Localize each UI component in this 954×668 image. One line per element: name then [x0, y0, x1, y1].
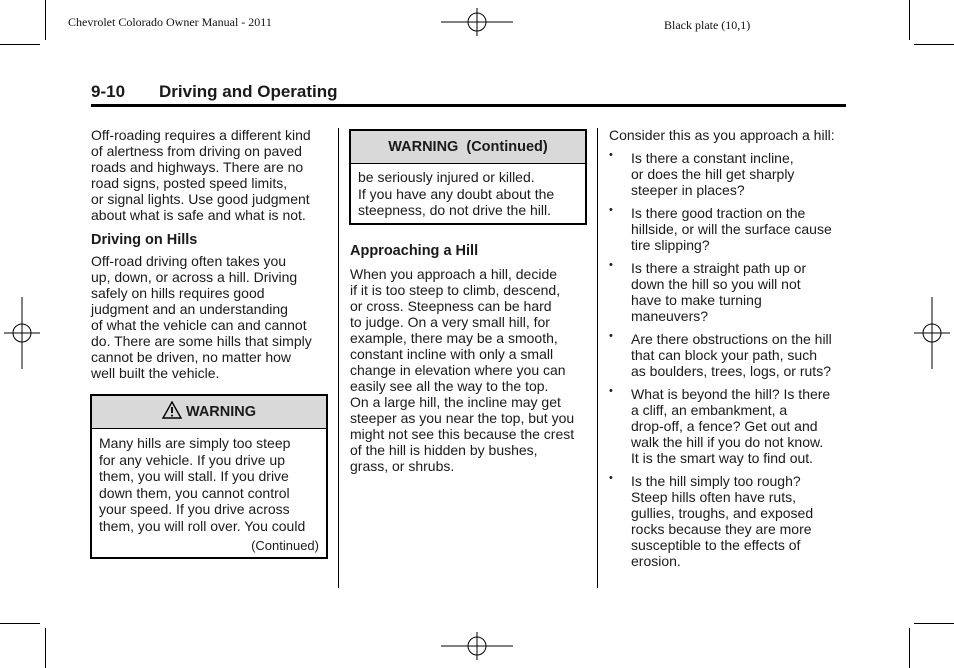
hill-checklist — [609, 150, 849, 569]
text-line: cannot be driven, no matter how — [91, 349, 292, 365]
column-divider-1 — [338, 128, 339, 588]
text-line: What is beyond the hill? Is there — [631, 386, 831, 402]
manual-title: Chevrolet Colorado Owner Manual - 2011 — [68, 15, 272, 29]
registration-mark-right-icon — [914, 297, 950, 369]
crop-mark-top-left-v — [45, 0, 46, 40]
text-line: gullies, troughs, and exposed — [631, 505, 814, 521]
continued-label: (Continued) — [251, 538, 319, 553]
approaching-hill-heading: Approaching a Hill — [350, 243, 479, 259]
warning-text — [92, 429, 326, 555]
warning-box — [90, 394, 328, 559]
text-line: change in elevation where you can — [350, 362, 566, 378]
text-line: judgment and an understanding — [91, 301, 288, 317]
column-1 — [91, 127, 331, 381]
text-line: rocks because they are more — [631, 521, 812, 537]
text-line: If you have any doubt about the — [358, 185, 555, 202]
bullet-icon: • — [609, 330, 613, 342]
registration-mark-left-icon — [4, 297, 40, 369]
text-line: maneuvers? — [631, 308, 709, 324]
text-line: roads and highways. There are no — [91, 159, 304, 175]
text-line: or does the hill get sharply — [631, 166, 795, 182]
text-line: Is there good traction on the — [631, 205, 806, 221]
warning-header — [92, 396, 326, 429]
crop-mark-top-right-h — [914, 44, 954, 45]
text-line: them, you will stall. If you drive — [99, 468, 289, 484]
bullet-icon: • — [609, 149, 613, 161]
page-number: 9-10 — [91, 82, 126, 101]
text-line: It is the smart way to find out. — [631, 450, 814, 466]
text-line: steepness, do not drive the hill. — [358, 202, 552, 218]
consider-intro: Consider this as you approach a hill: — [609, 127, 835, 143]
text-line: Are there obstructions on the hill — [631, 331, 832, 347]
list-item — [609, 386, 849, 466]
text-line: example, there may be a smooth, — [350, 330, 558, 346]
warning-triangle-icon — [162, 401, 182, 419]
column-3 — [609, 127, 849, 569]
plate-label: Black plate (10,1) — [664, 18, 751, 32]
text-line: Is there a straight path up or — [631, 260, 807, 276]
text-line: walk the hill if you do not know. — [631, 434, 824, 450]
text-line: down them, you cannot control — [99, 484, 290, 501]
text-line: On a large hill, the incline may get — [350, 394, 561, 410]
warning-continued-box — [349, 129, 587, 225]
text-line: tire slipping? — [631, 237, 710, 253]
text-line: constant incline with only a small — [350, 346, 554, 362]
list-item — [609, 150, 849, 198]
list-item — [609, 331, 849, 379]
text-line: of the hill is hidden by bushes, — [350, 442, 538, 458]
registration-mark-bottom-icon — [441, 632, 513, 660]
text-line: or signal lights. Use good judgment — [91, 191, 310, 207]
bullet-icon: • — [609, 472, 613, 484]
text-line: a cliff, an embankment, a — [631, 402, 788, 418]
text-line: Off-road driving often takes you — [91, 253, 287, 269]
text-line: of what the vehicle can and cannot — [91, 317, 307, 333]
crop-mark-bottom-right-h — [914, 623, 954, 624]
text-line: to judge. On a very small hill, for — [350, 314, 550, 330]
text-line: Off-roading requires a different kind — [91, 127, 311, 143]
text-line: Is there a constant incline, — [631, 150, 794, 166]
text-line: down the hill so you will not — [631, 276, 801, 292]
bullet-icon: • — [609, 385, 613, 397]
page-title-bar — [91, 80, 846, 107]
registration-mark-top-icon — [441, 8, 513, 36]
crop-mark-bottom-left-h — [0, 623, 40, 624]
text-line: drop-off, a fence? Get out and — [631, 418, 818, 434]
text-line: have to make turning — [631, 292, 762, 308]
text-line: that can block your path, such — [631, 347, 817, 363]
approach-paragraph — [350, 266, 590, 474]
text-line: hillside, or will the surface cause — [631, 221, 832, 237]
text-line: be seriously injured or killed. — [358, 169, 535, 185]
text-line: of alertness from driving on paved — [91, 143, 302, 159]
text-line: steeper in places? — [631, 182, 745, 198]
warning-continued-header: WARNING (Continued) — [351, 131, 585, 164]
text-line: road signs, posted speed limits, — [91, 175, 288, 191]
text-line: well built the vehicle. — [91, 365, 220, 381]
text-line: steeper as you near the top, but you — [350, 410, 575, 426]
text-line: them, you will roll over. You could — [99, 517, 306, 534]
text-line: easily see all the way to the top. — [350, 378, 549, 394]
intro-paragraph — [91, 127, 331, 223]
text-line: erosion. — [631, 553, 681, 569]
column-2 — [350, 242, 590, 474]
text-line: might not see this because the crest — [350, 426, 575, 442]
text-line: about what is safe and what is not. — [91, 207, 306, 223]
text-line: When you approach a hill, decide — [350, 266, 558, 282]
text-line: grass, or shrubs. — [350, 458, 455, 474]
section-title: Driving and Operating — [159, 82, 338, 101]
crop-mark-top-right-v — [909, 0, 910, 40]
text-line: Steep hills often have ruts, — [631, 489, 796, 505]
text-line: Many hills are simply too steep — [99, 435, 291, 451]
text-line: your speed. If you drive across — [99, 501, 290, 517]
list-item — [609, 205, 849, 253]
crop-mark-bottom-left-v — [45, 628, 46, 668]
list-item — [609, 260, 849, 324]
bullet-icon: • — [609, 259, 613, 271]
text-line: as boulders, trees, logs, or ruts? — [631, 363, 831, 379]
hills-paragraph — [91, 253, 331, 381]
text-line: or cross. Steepness can be hard — [350, 298, 552, 314]
list-item — [609, 473, 849, 569]
crop-mark-top-left-h — [0, 44, 40, 45]
column-divider-2 — [597, 128, 598, 588]
text-line: up, down, or across a hill. Driving — [91, 269, 298, 285]
bullet-icon: • — [609, 204, 613, 216]
text-line: safely on hills requires good — [91, 285, 265, 301]
text-line: if it is too steep to climb, descend, — [350, 282, 561, 298]
text-line: for any vehicle. If you drive up — [99, 451, 285, 468]
text-line: Is the hill simply too rough? — [631, 473, 801, 489]
driving-on-hills-heading: Driving on Hills — [91, 232, 198, 248]
text-line: do. There are some hills that simply — [91, 333, 312, 349]
crop-mark-bottom-right-v — [909, 628, 910, 668]
warning-continued-text — [351, 164, 585, 219]
text-line: susceptible to the effects of — [631, 537, 801, 553]
warning-label: WARNING — [185, 404, 257, 420]
